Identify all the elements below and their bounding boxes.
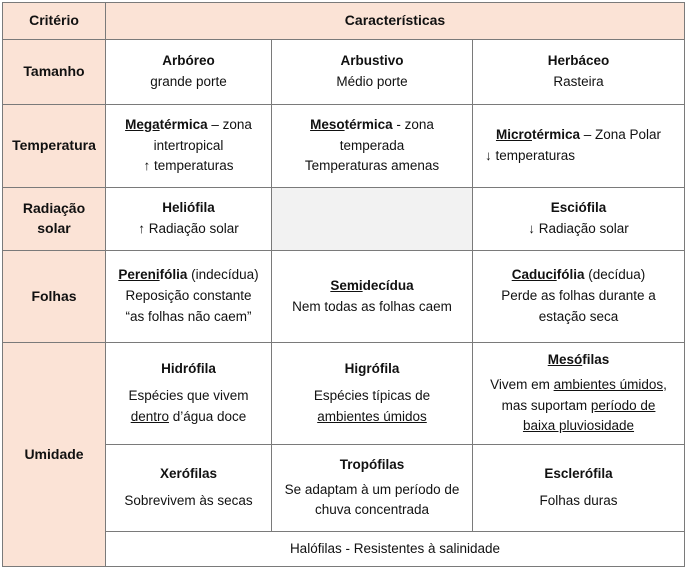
semidecidua-suffix: decídua xyxy=(362,277,414,293)
mega-suffix: térmica xyxy=(159,116,208,132)
xerofilas-desc: Sobrevivem às secas xyxy=(124,493,253,508)
cell-mesotermica xyxy=(272,105,473,188)
micro-line2: ↓ temperaturas xyxy=(485,148,576,163)
hidrofila-line2-rest: d’água doce xyxy=(168,408,247,424)
caducifolia-suffix: fólia xyxy=(556,267,585,283)
perenifolia-suffix: fólia xyxy=(159,267,188,283)
micro-suffix: térmica xyxy=(531,127,580,143)
row-label-tamanho: Tamanho xyxy=(3,40,106,105)
cell-xerofilas xyxy=(106,445,272,532)
micro-rest: – Zona Polar xyxy=(580,127,662,143)
higrofila-line1: Espécies típicas de xyxy=(313,388,431,404)
cell-esciofila xyxy=(473,188,685,251)
esclerofila-title: Esclerófila xyxy=(544,466,613,482)
perenifolia-line2: Reposição constante xyxy=(125,288,252,304)
tropofilas-line2: chuva concentrada xyxy=(314,502,430,518)
mesofilas-line1-pre: Vivem em xyxy=(490,376,554,392)
cell-herbaceo xyxy=(473,40,685,105)
heliofila-desc: ↑ Radiação solar xyxy=(138,221,239,236)
perenifolia-prefix: Pereni xyxy=(118,267,160,283)
heliofila-title: Heliófila xyxy=(162,200,215,216)
row-label-radiacao xyxy=(3,188,106,251)
semidecidua-prefix: Semi xyxy=(330,277,363,293)
meso-suffix: térmica xyxy=(344,116,393,132)
cell-esclerofila xyxy=(473,445,685,532)
cell-radiacao-empty xyxy=(272,188,473,251)
perenifolia-line3: “as folhas não caem” xyxy=(125,308,252,324)
perenifolia-rest: (indecídua) xyxy=(187,267,259,283)
meso-line3: Temperaturas amenas xyxy=(304,158,440,174)
herbaceo-title: Herbáceo xyxy=(547,53,610,69)
row-label-temperatura: Temperatura xyxy=(3,105,106,188)
arboreo-desc: grande porte xyxy=(150,74,227,89)
mesofilas-line2-underlined: período de xyxy=(590,397,656,413)
header-caracteristicas: Características xyxy=(106,3,685,40)
semidecidua-line2: Nem todas as folhas caem xyxy=(292,298,452,314)
mesofilas-title-underlined: Mesó xyxy=(547,351,583,367)
radiacao-label-line2: solar xyxy=(37,220,71,236)
cell-halofilas: Halófilas - Resistentes à salinidade xyxy=(106,532,685,567)
caducifolia-line2: Perde as folhas durante a xyxy=(501,288,656,304)
xerofilas-title: Xerófilas xyxy=(159,466,218,482)
hidrofila-line1: Espécies que vivem xyxy=(128,388,249,404)
arboreo-title: Arbóreo xyxy=(162,53,215,69)
row-label-folhas: Folhas xyxy=(3,251,106,343)
mesofilas-line3: baixa pluviosidade xyxy=(522,418,635,434)
higrofila-title: Higrófila xyxy=(344,361,400,377)
esclerofila-desc: Folhas duras xyxy=(539,493,618,508)
mega-line3: ↑ temperaturas xyxy=(143,158,234,174)
mesofilas-line1-underlined: ambientes úmidos, xyxy=(553,376,667,392)
mega-rest: – zona xyxy=(207,116,252,132)
cell-arbustivo xyxy=(272,40,473,105)
criteria-table xyxy=(2,2,685,567)
row-label-umidade: Umidade xyxy=(3,343,106,567)
tropofilas-line1: Se adaptam à um período de xyxy=(284,481,460,497)
cell-microtermica xyxy=(473,105,685,188)
caducifolia-line3: estação seca xyxy=(538,308,619,324)
cell-mesofilas xyxy=(473,343,685,445)
cell-hidrofila xyxy=(106,343,272,445)
hidrofila-title: Hidrófila xyxy=(161,361,216,377)
header-criterio: Critério xyxy=(3,3,106,40)
cell-semidecidua xyxy=(272,251,473,343)
arbustivo-title: Arbustivo xyxy=(340,53,404,69)
meso-line2: temperada xyxy=(339,137,405,153)
cell-heliofila xyxy=(106,188,272,251)
cell-arboreo xyxy=(106,40,272,105)
mesofilas-title-rest: filas xyxy=(582,351,610,367)
meso-prefix: Meso xyxy=(310,116,345,132)
tropofilas-title: Tropófilas xyxy=(339,456,405,472)
esciofila-title: Esciófila xyxy=(550,200,607,216)
mega-prefix: Mega xyxy=(125,116,160,132)
mega-line2: intertropical xyxy=(153,137,224,153)
meso-rest: - zona xyxy=(392,116,434,132)
esciofila-desc: ↓ Radiação solar xyxy=(528,221,629,236)
radiacao-label-line1: Radiação xyxy=(22,200,86,217)
caducifolia-rest: (decídua) xyxy=(584,267,646,283)
cell-higrofila xyxy=(272,343,473,445)
cell-perenifolia xyxy=(106,251,272,343)
higrofila-line2: ambientes úmidos xyxy=(317,408,427,424)
micro-prefix: Micro xyxy=(495,127,532,143)
cell-tropofilas xyxy=(272,445,473,532)
arbustivo-desc: Médio porte xyxy=(336,74,408,89)
mesofilas-line2-pre: mas suportam xyxy=(501,397,591,413)
cell-caducifolia xyxy=(473,251,685,343)
caducifolia-prefix: Caduci xyxy=(511,267,557,283)
herbaceo-desc: Rasteira xyxy=(553,74,604,89)
cell-megatermica xyxy=(106,105,272,188)
hidrofila-line2-underlined: dentro xyxy=(130,408,169,424)
